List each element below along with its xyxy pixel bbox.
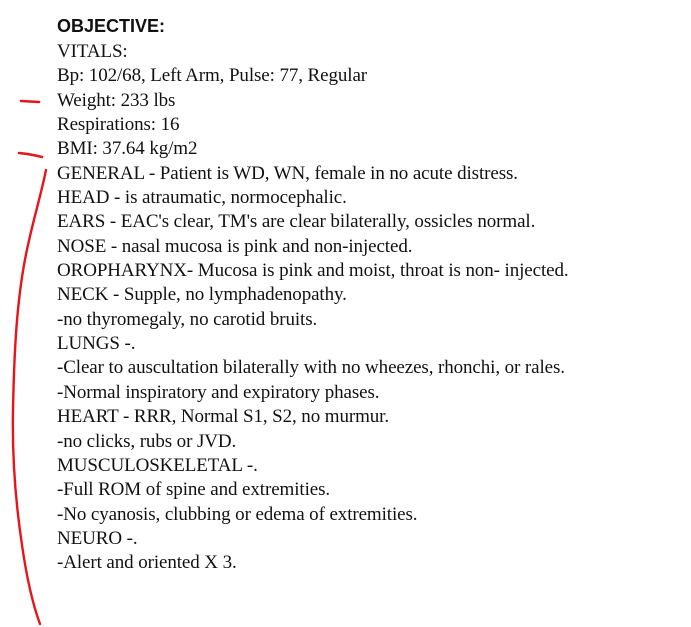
exam-line: EARS - EAC's clear, TM's are clear bilaterally, ossicles normal. bbox=[57, 211, 536, 233]
exam-lines bbox=[57, 40, 569, 576]
exam-line: -no thyromegaly, no carotid bruits. bbox=[57, 308, 318, 330]
red-bracket-line bbox=[13, 170, 46, 624]
exam-line: -Alert and oriented X 3. bbox=[57, 552, 237, 574]
exam-line: -Full ROM of spine and extremities. bbox=[57, 479, 331, 501]
exam-line: GENERAL - Patient is WD, WN, female in no acute distress. bbox=[57, 162, 518, 184]
exam-line: NEURO -. bbox=[57, 527, 138, 549]
exam-line: NOSE - nasal mucosa is pink and non-injected. bbox=[57, 235, 413, 257]
exam-line: Weight: 233 lbs bbox=[57, 89, 176, 111]
exam-line: Respirations: 16 bbox=[57, 114, 180, 136]
exam-line: LUNGS -. bbox=[57, 333, 136, 355]
exam-line: MUSCULOSKELETAL -. bbox=[57, 454, 258, 476]
section-heading: OBJECTIVE: bbox=[57, 16, 166, 36]
exam-line: -Clear to auscultation bilaterally with no wheezes, rhonchi, or rales. bbox=[57, 357, 565, 379]
red-dash-bmi bbox=[19, 153, 42, 157]
exam-line: VITALS: bbox=[57, 41, 128, 62]
exam-line: HEART - RRR, Normal S1, S2, no murmur. bbox=[57, 406, 389, 428]
red-dash-weight bbox=[21, 101, 39, 102]
exam-line: Bp: 102/68, Left Arm, Pulse: 77, Regular bbox=[57, 65, 368, 87]
exam-line: BMI: 37.64 kg/m2 bbox=[57, 138, 198, 160]
exam-line: OROPHARYNX- Mucosa is pink and moist, throat is non- injected. bbox=[57, 260, 569, 282]
exam-line: HEAD - is atraumatic, normocephalic. bbox=[57, 187, 347, 209]
exam-line: -no clicks, rubs or JVD. bbox=[57, 430, 237, 452]
exam-line: NECK - Supple, no lymphadenopathy. bbox=[57, 284, 347, 306]
exam-line: -No cyanosis, clubbing or edema of extremities. bbox=[57, 503, 418, 525]
exam-line: -Normal inspiratory and expiratory phases. bbox=[57, 381, 380, 403]
